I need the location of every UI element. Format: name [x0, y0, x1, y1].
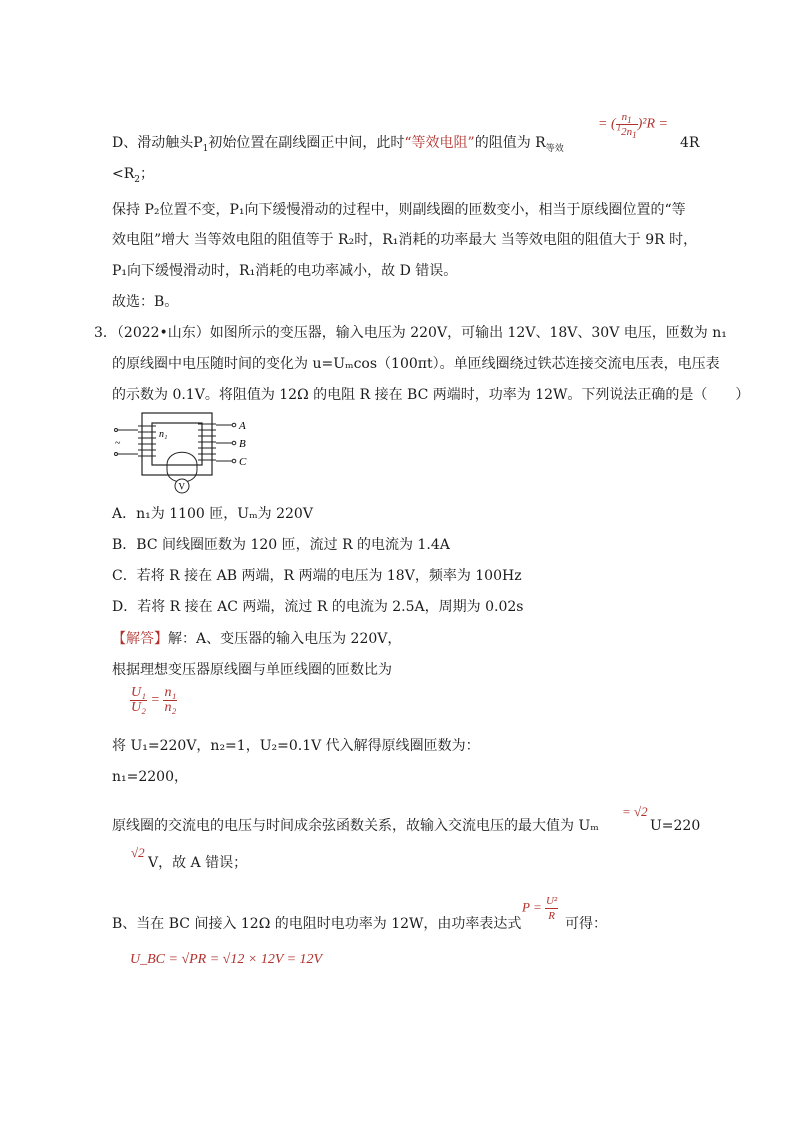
primary-coil: [138, 426, 156, 456]
turns-ratio-formula: $\frac{\text{U₁}}{\text{U₂}}$ = $\frac{\text{n₁}}{\text{n₂}}$: [131, 685, 177, 715]
solution-line-7-end: 可得：: [565, 916, 607, 932]
solution-line-5: 原线圈的交流电的电压与时间成余弦函数关系，故输入交流电压的最大值为 Uₘ: [112, 818, 599, 834]
ac-source-label: ~: [115, 438, 121, 449]
option-d: D．若将 R 接在 AC 两端，流过 R 的电流为 2.5A，周期为 0.02s: [112, 599, 524, 615]
transformer-figure: [112, 408, 252, 498]
q3-line-3: 的示数为 0.1V。将阻值为 12Ω 的电阻 R 接在 BC 两端时，功率为 12W。下列说法正确的是（ ）: [112, 387, 750, 403]
solution-line-3: 将 U₁=220V，n₂=1，U₂=0.1V 代入解得原线圈匝数为：: [112, 738, 480, 754]
sqrt2-formula-b: √2: [131, 845, 145, 860]
terminal-b-label: B: [239, 438, 246, 450]
answer-line: 故选：B。: [112, 294, 179, 310]
formula-equivalent-resistance: = ( $\frac{n_1}{^12n_1}$ )²R =: [598, 111, 668, 141]
solution-line-2: 根据理想变压器原线圈与单匝线圈的匝数比为: [112, 662, 392, 678]
option-a: A．n₁为 1100 匝，Uₘ为 220V: [112, 506, 313, 522]
sqrt2-formula-a: = √2: [622, 804, 648, 819]
option-b: B．BC 间线圈匝数为 120 匝，流过 R 的电流为 1.4A: [112, 537, 450, 553]
q3-line-1: 3．（2022•山东）如图所示的变压器，输入电压为 220V，可输出 12V、18V、30V 电压，匝数为 n₁: [94, 325, 727, 341]
n1-label: n₁: [159, 429, 168, 440]
terminal-a-label: A: [239, 420, 246, 432]
d-para-line-2: 效电阻”增大 当等效电阻的阻值等于 R₂时，R₁消耗的功率最大 当等效电阻的阻值大于 9R 时，: [112, 232, 698, 248]
d-para-line-3: P₁向下缓慢滑动时，R₁消耗的电功率减小，故 D 错误。: [112, 263, 458, 279]
option-c: C．若将 R 接在 AB 两端，R 两端的电压为 18V，频率为 100Hz: [112, 568, 522, 584]
d-result-4r: 4R: [680, 135, 700, 151]
terminal-c-label: C: [239, 456, 247, 468]
solution-line-5-end: U=220: [650, 818, 701, 834]
single-turn-loop: [167, 452, 197, 482]
solution-line-1: 【解答】解：A、变压器的输入电压为 220V，: [112, 631, 402, 647]
q3-line-2: 的原线圈中电压随时间的变化为 u=Uₘcos（100πt）。单匝线圈绕过铁芯连接交流电压表，电压表: [112, 356, 720, 372]
d-line-1: D、滑动触头$P_1$初始位置在副线圈正中间，此时“等效电阻”的阻值为 $R_{等效}$: [112, 135, 564, 154]
d-line-2: $<R_2$；: [112, 166, 155, 185]
solution-line-6: V，故 A 错误；: [148, 855, 248, 871]
solution-line-7: B、当在 BC 间接入 12Ω 的电阻时电功率为 12W，由功率表达式: [112, 916, 522, 932]
voltmeter-label: V: [178, 481, 185, 492]
secondary-coil: [198, 424, 216, 460]
power-formula: P = $\frac{\text{U²}}{R}$: [522, 895, 558, 922]
solution-line-4: n₁=2200，: [112, 769, 188, 785]
d-para-line-1: 保持 P₂位置不变，P₁向下缓慢滑动的过程中，则副线圈的匝数变小，相当于原线圈位置的“等: [112, 202, 686, 218]
ubc-formula: U_BC = √PR = √12 × 12V = 12V: [130, 952, 323, 967]
solution-tag: 【解答】: [112, 631, 168, 647]
